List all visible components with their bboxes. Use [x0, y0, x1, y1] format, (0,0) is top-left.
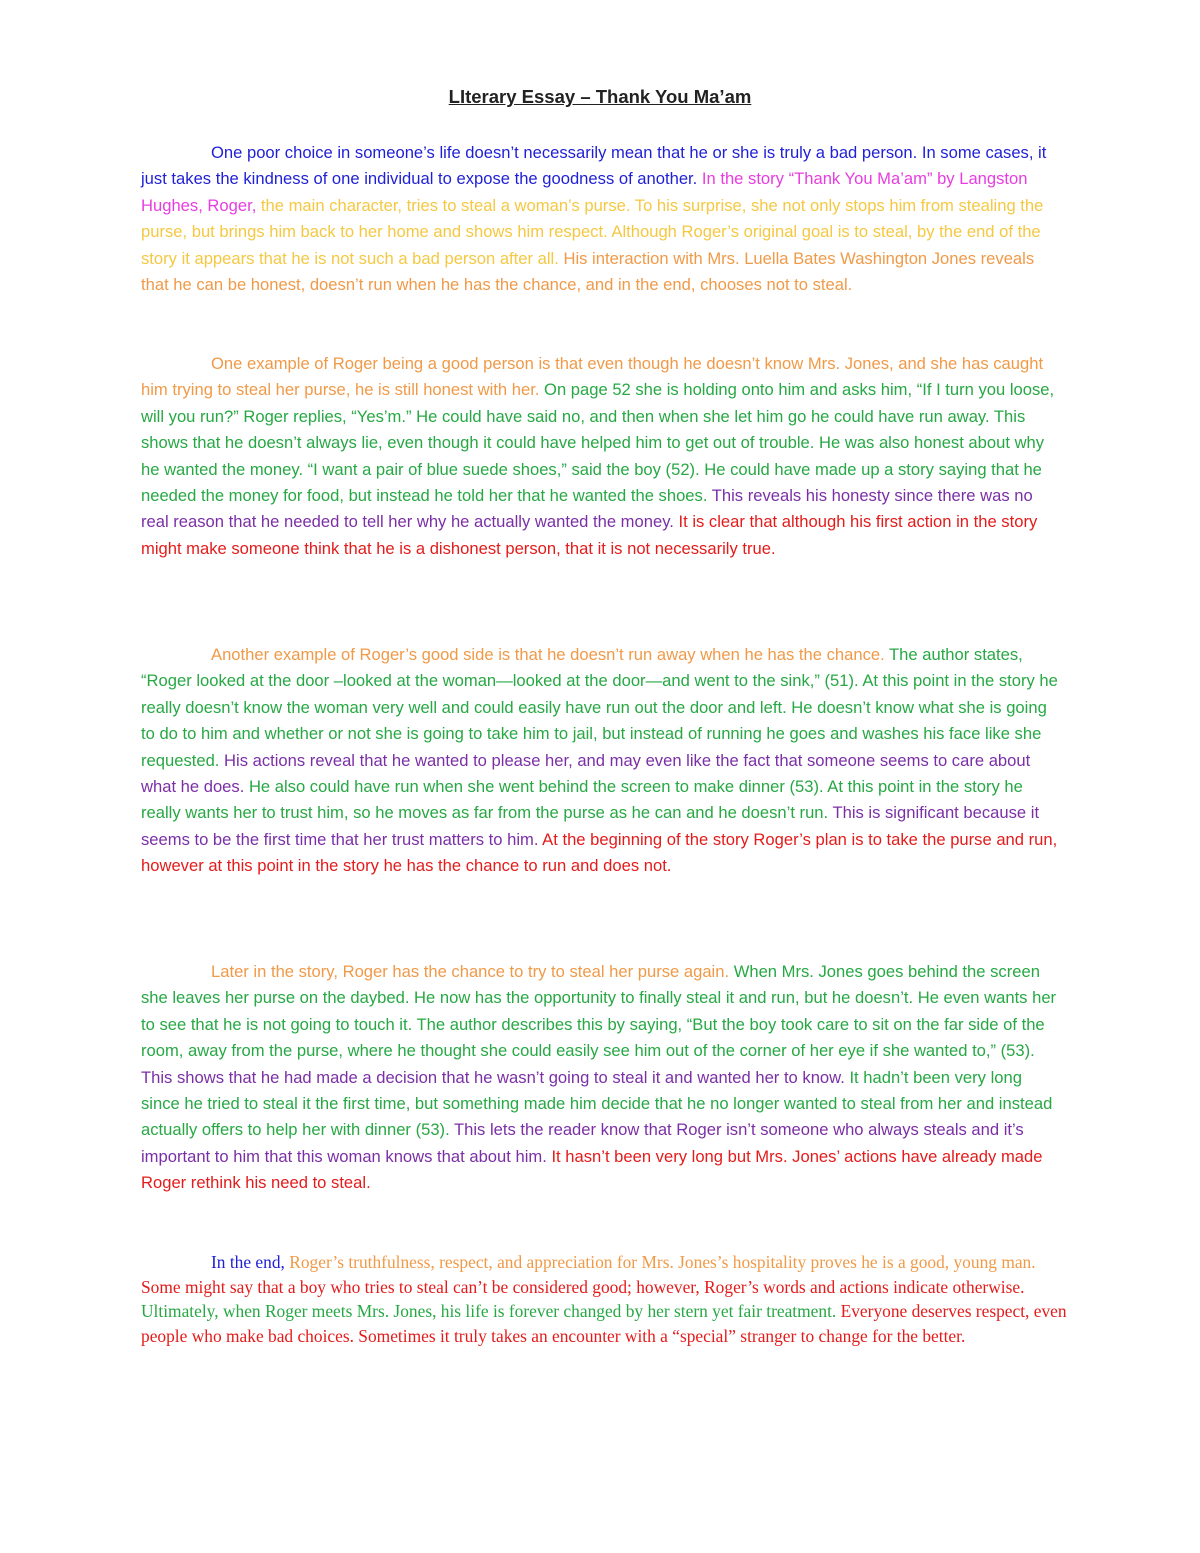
paragraph-segment: It hadn’t been very long since he tried to steal it the first time, but something made him decide that he no longer wanted to steal from her and instead actually offers to help her with dinner (53).: [141, 1067, 1053, 1140]
essay-title: LIterary Essay – Thank You Ma’am: [448, 86, 752, 107]
conclusion-paragraph: [141, 1250, 1071, 1348]
paragraph-segment: In the story “Thank You Ma’am” by Langston Hughes, Roger,: [141, 169, 1028, 215]
paragraph-segment: It hasn’t been very long but Mrs. Jones’ actions have already made Roger rethink his need to steal.: [141, 1146, 1043, 1193]
paragraph-segment: This reveals his honesty since there was no real reason that he needed to tell her why he actually wanted the money.: [141, 486, 1033, 532]
paragraph-segment: Later in the story, Roger has the chance to try to steal her purse again.: [211, 962, 734, 981]
paragraph-segment: One example of Roger being a good person is that even though he doesn’t know Mrs. Jones, and she has caught him trying to steal her purse, he is still honest with her.: [141, 354, 1044, 400]
paragraph-segment: The author states, “Roger looked at the door –looked at the woman—looked at the door—and went to the sink,” (51). At this point in the story he really doesn’t know the woman very well and could easily have run out the door and left. He doesn’t know what she is going to do to him and whether or not she is going to take him to jail, but instead of running he goes and washes his face like she requested.: [141, 645, 1058, 770]
paragraph-segment: At the beginning of the story Roger’s plan is to take the purse and run, however at this point in the story he has the chance to run and does not.: [141, 829, 1058, 876]
paragraph-segment: Roger’s truthfulness, respect, and appreciation for Mrs. Jones’s hospitality proves he is a good, young man.: [289, 1252, 1036, 1272]
paragraph-segment: He also could have run when she went behind the screen to make dinner (53). At this point in the story he really wants her to trust him, so he moves as far from the purse as he can and he doesn’t run.: [141, 777, 1023, 823]
intro-paragraph: [141, 140, 1063, 298]
paragraph-segment: Everyone deserves respect, even people who make bad choices. Sometimes it truly takes an encounter with a “special” stranger to change for the better.: [141, 1301, 1067, 1346]
paragraph-segment: On page 52 she is holding onto him and asks him, “If I turn you loose, will you run?” Roger replies, “Yes’m.” He could have said no, and then when she let him go he could have run away. This shows that he doesn’t always lie, even though it could have helped him to get out of trouble. He was also honest about why he wanted the money. “I want a pair of blue suede shoes,” said the boy (52). He could have made up a story saying that he needed the money for food, but instead he told her that he wanted the shoes.: [141, 380, 1055, 506]
paragraph-segment: His interaction with Mrs. Luella Bates Washington Jones reveals that he can be honest, doesn’t run when he has the chance, and in the end, chooses not to steal.: [141, 248, 1035, 295]
paragraph-segment: It is clear that although his first action in the story might make someone think that he is a dishonest person, that it is not necessarily true.: [141, 512, 1038, 558]
paragraph-segment: This is significant because it seems to be the first time that her trust matters to him.: [141, 803, 1040, 849]
paragraph-segment: Another example of Roger’s good side is that he doesn’t run away when he has the chance.: [211, 645, 890, 664]
paragraph-segment: His actions reveal that he wanted to please her, and may even like the fact that someone seems to care about what he does.: [141, 750, 1031, 797]
paragraph-segment: Some might say that a boy who tries to steal can’t be considered good; however, Roger’s words and actions indicate otherwise.: [141, 1276, 1025, 1297]
paragraph-segment: In the end,: [211, 1252, 290, 1272]
body-paragraph-not-running: [141, 642, 1063, 880]
body-paragraph-not-stealing: [141, 959, 1063, 1197]
paragraph-segment: When Mrs. Jones goes behind the screen she leaves her purse on the daybed. He now has the opportunity to finally steal it and run, but he doesn’t. He even wants her to see that he is not going to touch it. The author describes this by saying, “But the boy took care to sit on the far side of the room, away from the purse, where he thought she could easily see him out of the corner of her eye if she wanted to,” (53).: [141, 962, 1057, 1061]
body-paragraph-honesty: [141, 351, 1063, 562]
paragraph-segment: One poor choice in someone’s life doesn’t necessarily mean that he or she is truly a bad person. In some cases, it just takes the kindness of one individual to expose the goodness of another.: [141, 143, 1047, 189]
paragraph-segment: the main character, tries to steal a woman’s purse. To his surprise, she not only stops him from stealing the purse, but brings him back to her home and shows him respect. Although Roger’s original goal is to steal, by the end of the story it appears that he is not such a bad person after all.: [141, 195, 1044, 268]
paragraph-segment: This lets the reader know that Roger isn’t someone who always steals and it’s important to him that this woman knows that about him.: [141, 1120, 1024, 1166]
paragraph-segment: Ultimately, when Roger meets Mrs. Jones, his life is forever changed by her stern yet fair treatment.: [141, 1301, 841, 1322]
paragraph-segment: This shows that he had made a decision that he wasn’t going to steal it and wanted her to know.: [141, 1067, 850, 1087]
